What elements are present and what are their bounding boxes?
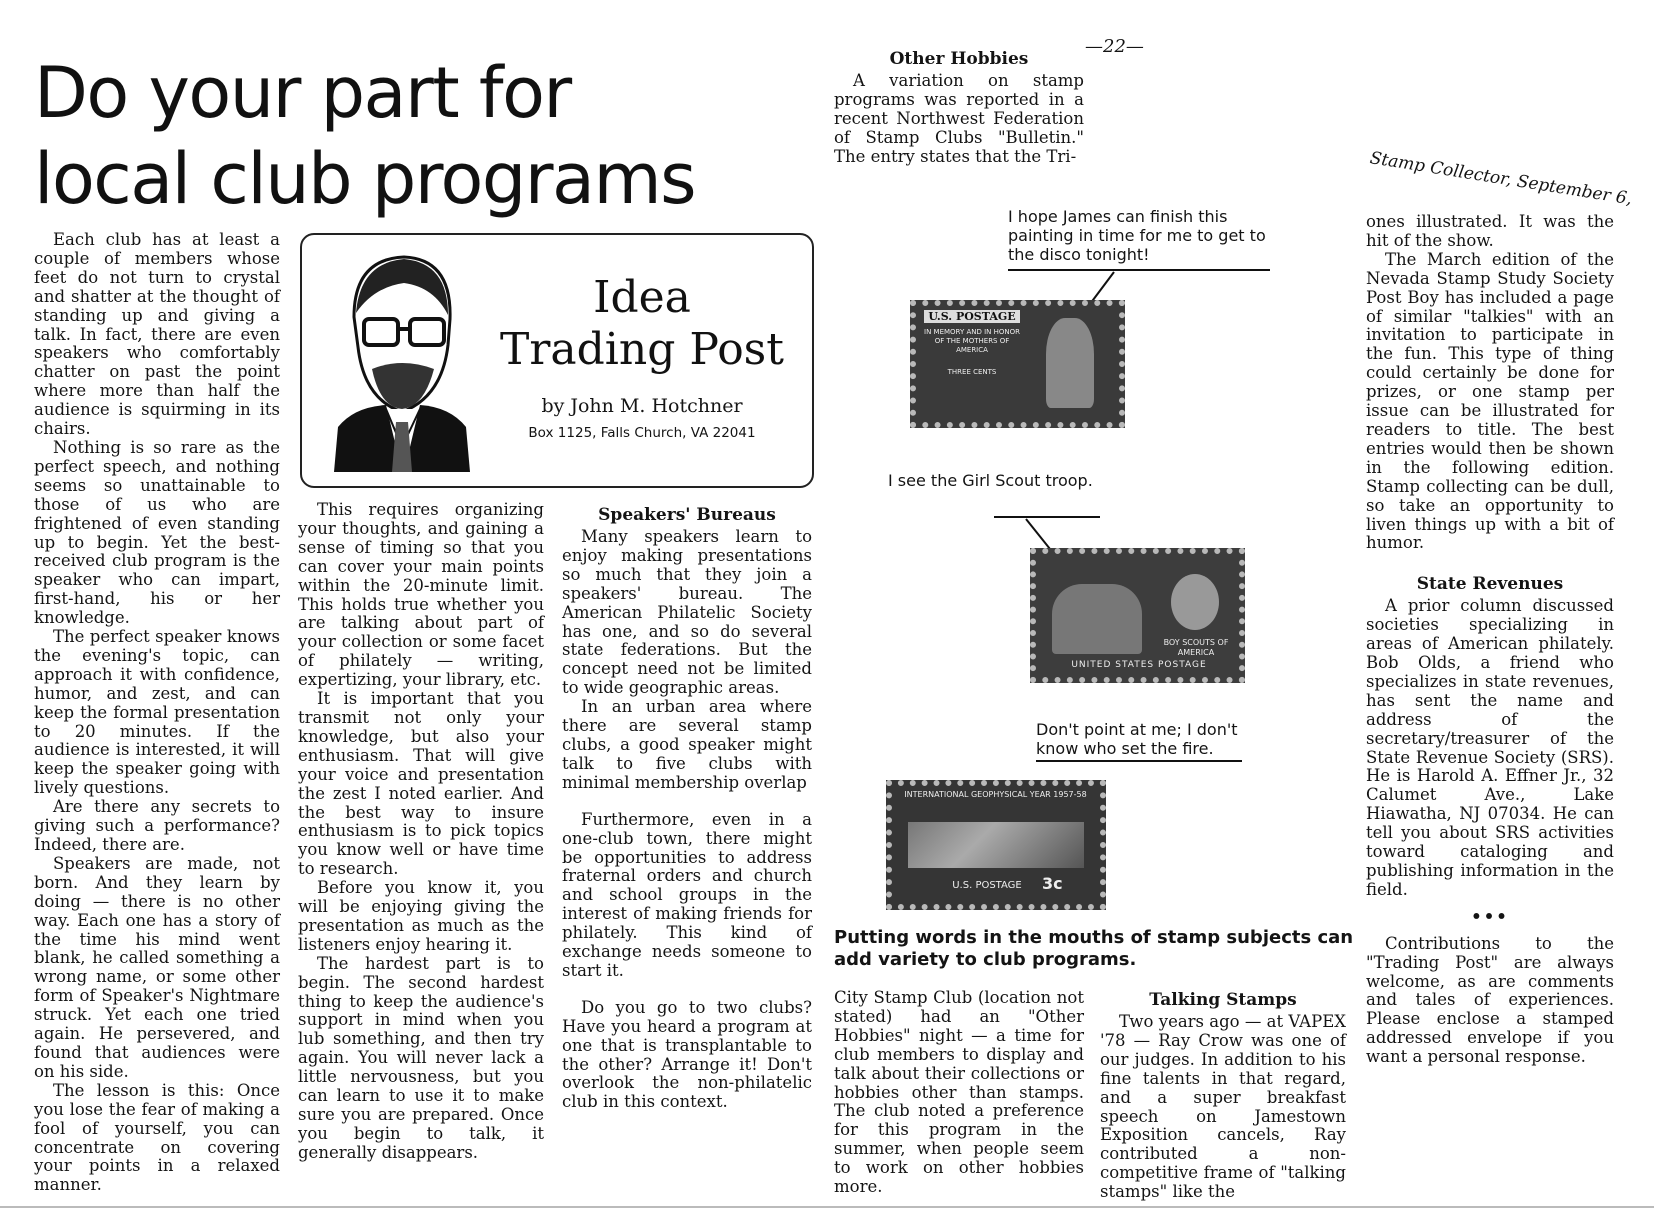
article-column-2 bbox=[298, 501, 544, 1163]
paragraph: The perfect speaker knows the evening's topic, can approach it with confidence, humor, and zest, and can keep the formal presentation to 20 minutes. If the audience is interested, it will keep the speaker going with lively questions. bbox=[34, 627, 280, 798]
mothers-stamp bbox=[910, 300, 1125, 428]
paragraph: Each club has at least a couple of members whose feet do not turn to crystal and shatter at the thought of standing up and giving a talk. In fact, there are even speakers who comfortably chatter on past the point where more than half the audience is squirming in its chairs. bbox=[34, 230, 280, 439]
paragraph: Are there any secrets to giving such a performance? Indeed, there are. bbox=[34, 797, 280, 854]
paragraph: City Stamp Club (location not stated) had an "Other Hobbies" night — a time for club members to display and talk about their collections or hobbies other than stamps. The club noted a preference for this program in the summer, when people seem to work on other hobbies more. bbox=[834, 988, 1084, 1197]
separator: ••• bbox=[1471, 906, 1509, 926]
other-hobbies-intro bbox=[834, 50, 1084, 167]
paragraph: Nothing is so rare as the perfect speech, and nothing seems so unattainable to those of us who are frightened of even standing up to begin. Yet the best-received club program is the speaker who can impart, first-hand, his or her knowledge. bbox=[34, 437, 280, 628]
stamp-2-figures bbox=[1052, 584, 1142, 654]
figure-caption: Putting words in the mouths of stamp subjects can add variety to club programs. bbox=[834, 927, 1354, 970]
paragraph: Contributions to the "Trading Post" are always welcome, as are comments and tales of experiences. Please enclose a stamped addressed envelope if you want a personal response. bbox=[1366, 933, 1614, 1067]
section-heading: Speakers' Bureaus bbox=[598, 505, 776, 525]
speech-bubble-1: I hope James can finish this painting in time for me to get to the disco tonight! bbox=[1008, 207, 1266, 264]
column-title-line-1: Idea bbox=[593, 272, 691, 323]
headline-line-2: local club programs bbox=[34, 138, 696, 220]
bubble-3-rule bbox=[1036, 760, 1242, 762]
stamp-3-top: INTERNATIONAL GEOPHYSICAL YEAR 1957-58 bbox=[904, 790, 1087, 799]
article-column-right bbox=[1366, 213, 1614, 1067]
paragraph: Speakers are made, not born. And they learn by doing — there is no other way. Each one has a story of the time his mind went blank, he called something a wrong name, or some other form of Speaker's Nightmare struck. Yet each one tried again. He persevered, and found that audiences were on his side. bbox=[34, 853, 280, 1081]
paragraph: Two years ago — at VAPEX '78 — Ray Crow was one of our judges. In addition to his fine talents in that regard, and a super breakfast speech on Jamestown Exposition cancels, Ray contributed a non-competitive frame of "talking stamps" like the bbox=[1100, 1012, 1346, 1202]
section-heading: State Revenues bbox=[1416, 574, 1564, 595]
stamp-1-inscription: IN MEMORY AND IN HONOR OF THE MOTHERS OF AMERICA bbox=[924, 328, 1021, 354]
paragraph: This requires organizing your thoughts, and gaining a sense of timing so that you can cover your main points within the 20-minute limit. This holds true whether you are talking about part of your collection or some facet of philately — writing, expertizing, your library, etc. bbox=[298, 500, 544, 690]
source-note: Stamp Collector, September 6, bbox=[1368, 148, 1634, 210]
article-column-1 bbox=[34, 231, 280, 1195]
stamp-2-label: BOY SCOUTS OF AMERICA bbox=[1163, 638, 1229, 657]
paragraph: The March edition of the Nevada Stamp Study Society Post Boy has included a page of similar "talkies" with an invitation to participate in the fun. This type of thing could certainly be done for prizes, or one stamp per issue can be illustrated for readers to title. The best entries would then be shown in the following edition. Stamp collecting can be dull, so take an opportunity to liven things up with a bit of humor. bbox=[1366, 249, 1614, 553]
page-number: —22— bbox=[1085, 36, 1144, 57]
section-heading: Talking Stamps bbox=[1149, 990, 1297, 1010]
stamp-3-bottom: U.S. POSTAGE bbox=[952, 880, 1022, 891]
paragraph: Furthermore, even in a one-club town, there might be opportunities to address fraternal orders and church and school groups in the interest of making friends for philately. This kind of exchange needs someone to start it. bbox=[562, 809, 812, 980]
stamp-2-emblem bbox=[1171, 574, 1219, 630]
paragraph: Many speakers learn to enjoy making presentations so much that they join a speakers' bureau. The American Philatelic Society has one, and so do several state federations. But the concept need not be limited to wide geographic areas. bbox=[562, 527, 812, 698]
headline-line-1: Do your part for bbox=[34, 52, 571, 134]
article-column-3 bbox=[562, 506, 812, 1112]
stamp-3-value: 3c bbox=[1042, 874, 1063, 893]
paragraph: In an urban area where there are several stamp clubs, a good speaker might talk to five clubs with minimal membership overlap bbox=[562, 697, 812, 792]
paragraph: Before you know it, you will be enjoying giving the presentation as much as the listeners enjoy hearing it. bbox=[298, 878, 544, 954]
stamp-1-value: THREE CENTS bbox=[947, 368, 997, 376]
author-portrait bbox=[324, 247, 474, 472]
stamp-2-bottom: UNITED STATES POSTAGE bbox=[1071, 660, 1207, 670]
column-logo-box bbox=[300, 233, 814, 488]
paragraph: The lesson is this: Once you lose the fear of making a fool of yourself, you can concentrate on covering your points in a relaxed manner. bbox=[34, 1080, 280, 1195]
talking-stamps-column bbox=[1100, 991, 1346, 1202]
paragraph: A variation on stamp programs was reported in a recent Northwest Federation of Stamp Clubs "Bulletin." The entry states that the Tri- bbox=[834, 71, 1084, 166]
geophysical-year-stamp bbox=[886, 780, 1106, 910]
column-title bbox=[482, 272, 802, 376]
speech-bubble-3: Don't point at me; I don't know who set the fire. bbox=[1036, 720, 1238, 758]
headline bbox=[34, 50, 754, 222]
other-hobbies-continuation bbox=[834, 989, 1084, 1197]
paragraph: ones illustrated. It was the hit of the show. bbox=[1366, 212, 1614, 250]
stamp-1-portrait bbox=[1046, 318, 1094, 408]
section-heading: Other Hobbies bbox=[889, 49, 1029, 69]
paragraph: The hardest part is to begin. The second hardest thing to keep the audience's support in mind when you lub something, and then try again. You will never lack a little nervousness, but you can learn to use it to make sure you are prepared. Once you begin to talk, it generally disappears. bbox=[298, 953, 544, 1162]
byline: by John M. Hotchner bbox=[541, 395, 743, 417]
page-bottom-edge bbox=[0, 1206, 1654, 1208]
speech-bubble-2: I see the Girl Scout troop. bbox=[888, 471, 1093, 490]
paragraph: It is important that you transmit not only your knowledge, but also your enthusiasm. That will give your voice and presentation the zest I noted earlier. And the best way to insure enthusiasm is to pick topics you know well or have time to research. bbox=[298, 689, 544, 879]
stamp-3-scene bbox=[908, 822, 1084, 868]
author-address: Box 1125, Falls Church, VA 22041 bbox=[528, 425, 756, 441]
paragraph: Do you go to two clubs? Have you heard a program at one that is transplantable to the other? Arrange it! Don't overlook the non-philatelic club in this context. bbox=[562, 997, 812, 1112]
boy-scouts-stamp bbox=[1030, 548, 1245, 683]
column-title-line-2: Trading Post bbox=[500, 324, 784, 375]
bubble-1-rule bbox=[1008, 269, 1270, 271]
stamp-1-label: U.S. POSTAGE bbox=[924, 310, 1020, 323]
paragraph: A prior column discussed societies specializing in areas of American philately. Bob Olds, a friend who specializes in state revenues, has sent the name and address of the secretary/treasurer of the State Revenue Society (SRS). He is Harold A. Effner Jr., 32 Calumet Ave., Lake Hiawatha, NJ 07034. He can tell you about SRS activities toward cataloging and publishing information in the field. bbox=[1366, 596, 1614, 899]
